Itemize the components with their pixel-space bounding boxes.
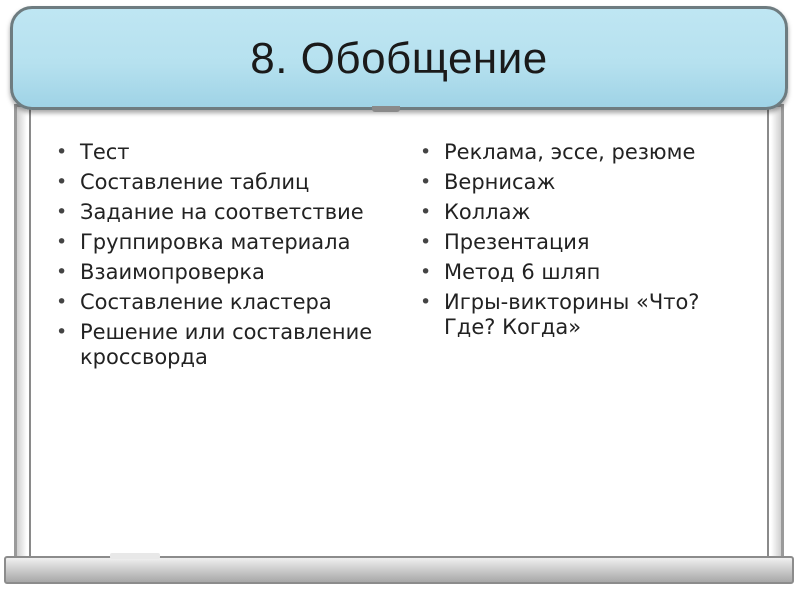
list-item-text: Вернисаж <box>444 170 556 194</box>
list-item-text: Группировка материала <box>80 230 351 254</box>
list-item-text: Метод 6 шляп <box>444 260 601 284</box>
list-item <box>56 320 406 370</box>
list-item <box>420 230 750 255</box>
list-item-text: Коллаж <box>444 200 531 224</box>
title-banner <box>10 6 788 110</box>
bullet-icon: • <box>420 141 432 163</box>
right-bullet-list <box>420 140 750 345</box>
list-item-text: Взаимопроверка <box>80 260 265 284</box>
bullet-icon: • <box>56 321 68 343</box>
list-item-text: Задание на соответствие <box>80 200 364 224</box>
list-item <box>56 140 406 165</box>
list-item <box>56 200 406 225</box>
list-item <box>420 290 750 340</box>
bullet-icon: • <box>56 261 68 283</box>
banner-clip <box>372 106 400 112</box>
list-item <box>56 230 406 255</box>
bullet-icon: • <box>56 291 68 313</box>
bullet-icon: • <box>56 171 68 193</box>
bullet-icon: • <box>420 261 432 283</box>
bullet-icon: • <box>56 201 68 223</box>
list-item <box>420 260 750 285</box>
bullet-icon: • <box>56 231 68 253</box>
list-item <box>420 200 750 225</box>
list-item <box>420 140 750 165</box>
bullet-icon: • <box>420 171 432 193</box>
bullet-icon: • <box>420 231 432 253</box>
bullet-icon: • <box>420 291 432 313</box>
whiteboard-tray <box>4 556 794 584</box>
bullet-icon: • <box>420 201 432 223</box>
list-item-text: Реклама, эссе, резюме <box>444 140 696 164</box>
list-item-text: Решение или составление кроссворда <box>80 320 373 369</box>
list-item-text: Составление таблиц <box>80 170 310 194</box>
list-item <box>56 260 406 285</box>
left-bullet-list <box>56 140 406 375</box>
tray-marker <box>110 553 160 559</box>
list-item-text: Тест <box>80 140 130 164</box>
list-item <box>420 170 750 195</box>
list-item <box>56 290 406 315</box>
list-item-text: Составление кластера <box>80 290 332 314</box>
list-item <box>56 170 406 195</box>
bullet-icon: • <box>56 141 68 163</box>
list-item-text: Презентация <box>444 230 590 254</box>
slide-title: 8. Обобщение <box>250 34 548 83</box>
list-item-text: Игры-викторины «Что? Где? Когда» <box>444 290 700 339</box>
